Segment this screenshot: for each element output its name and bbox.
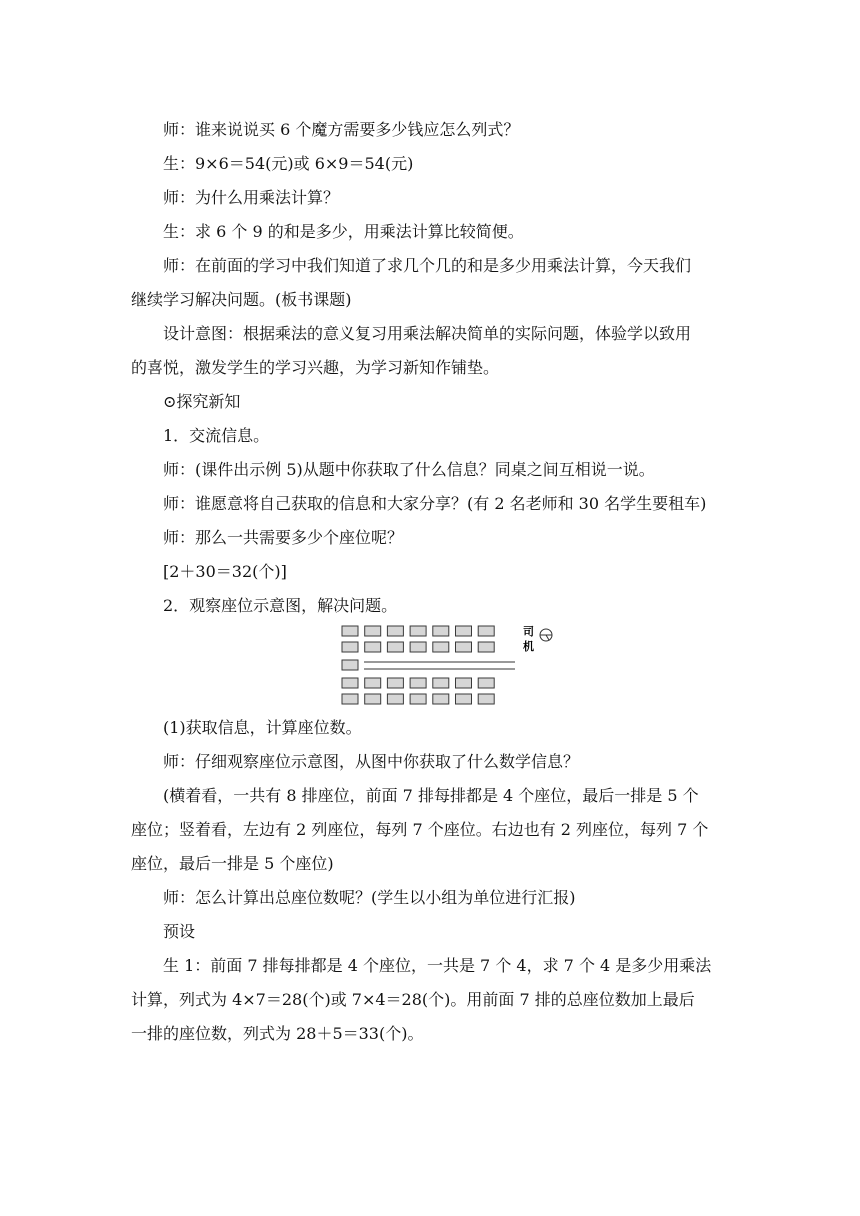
text-line: 师：那么一共需要多少个座位呢？ [163,528,404,547]
text-line: 生：9×6＝54(元)或 6×9＝54(元) [163,154,414,173]
seat [456,678,472,688]
seat [433,694,449,704]
text-line: 座位；竖着看，左边有 2 列座位，每列 7 个座位。右边也有 2 列座位，每列 7 个 [131,820,709,839]
seat [410,642,426,652]
seat-diagram [339,622,559,706]
seat [387,642,403,652]
steering-wheel-icon [540,629,552,641]
text-line: 师：怎么计算出总座位数呢？(学生以小组为单位进行汇报) [163,888,576,907]
text-line: 师：谁愿意将自己获取的信息和大家分享？(有 2 名老师和 30 名学生要租车) [163,494,707,513]
text-line: 设计意图：根据乘法的意义复习用乘法解决简单的实际问题，体验学以致用 [163,324,692,343]
seat [387,626,403,636]
text-line: 师：为什么用乘法计算？ [163,188,340,207]
text-line: 1．交流信息。 [163,426,270,445]
seat [342,626,358,636]
text-line: 座位，最后一排是 5 个座位) [131,854,334,873]
text-line: 一排的座位数，列式为 28＋5＝33(个)。 [131,1024,424,1043]
seat [433,642,449,652]
text-line: 生 1：前面 7 排每排都是 4 个座位，一共是 7 个 4，求 7 个 4 是多少用乘法 [163,956,712,975]
seat [387,694,403,704]
seat [456,642,472,652]
seat [387,678,403,688]
seat [410,626,426,636]
seat [478,694,494,704]
seat [433,678,449,688]
driver-label-top: 司 [523,625,534,638]
text-line: 师：谁来说说买 6 个魔方需要多少钱应怎么列式？ [163,120,520,139]
text-line: 继续学习解决问题。(板书课题) [131,290,352,309]
seat [433,626,449,636]
text-line: 预设 [163,922,196,941]
text-line: 的喜悦，激发学生的学习兴趣，为学习新知作铺垫。 [131,358,500,377]
text-line: (横着看，一共有 8 排座位，前面 7 排每排都是 4 个座位，最后一排是 5 个 [163,786,699,805]
text-line: 师：(课件出示例 5)从题中你获取了什么信息？同桌之间互相说一说。 [163,460,655,479]
seat [342,694,358,704]
driver-label-bottom: 机 [523,640,534,653]
seat-grid [342,626,494,704]
seat [365,626,381,636]
text-line: 2．观察座位示意图，解决问题。 [163,596,398,615]
seat [410,678,426,688]
text-line: 师：在前面的学习中我们知道了求几个几的和是多少用乘法计算，今天我们 [163,256,692,275]
seat [342,642,358,652]
seat [478,626,494,636]
text-line: [2＋30＝32(个)] [163,562,287,581]
text-line: (1)获取信息，计算座位数。 [163,718,362,737]
text-line: 师：仔细观察座位示意图，从图中你获取了什么数学信息？ [163,752,580,771]
seat [410,694,426,704]
seat [478,678,494,688]
seat [478,642,494,652]
seat [365,642,381,652]
seat [342,678,358,688]
seat [456,626,472,636]
seat [342,660,358,670]
seat [456,694,472,704]
text-line: 计算，列式为 4×7＝28(个)或 7×4＝28(个)。用前面 7 排的总座位数加上最后 [131,990,695,1009]
seat [365,678,381,688]
section-heading: ⊙探究新知 [163,392,241,411]
seat [365,694,381,704]
text-line: 生：求 6 个 9 的和是多少，用乘法计算比较简便。 [163,222,524,241]
